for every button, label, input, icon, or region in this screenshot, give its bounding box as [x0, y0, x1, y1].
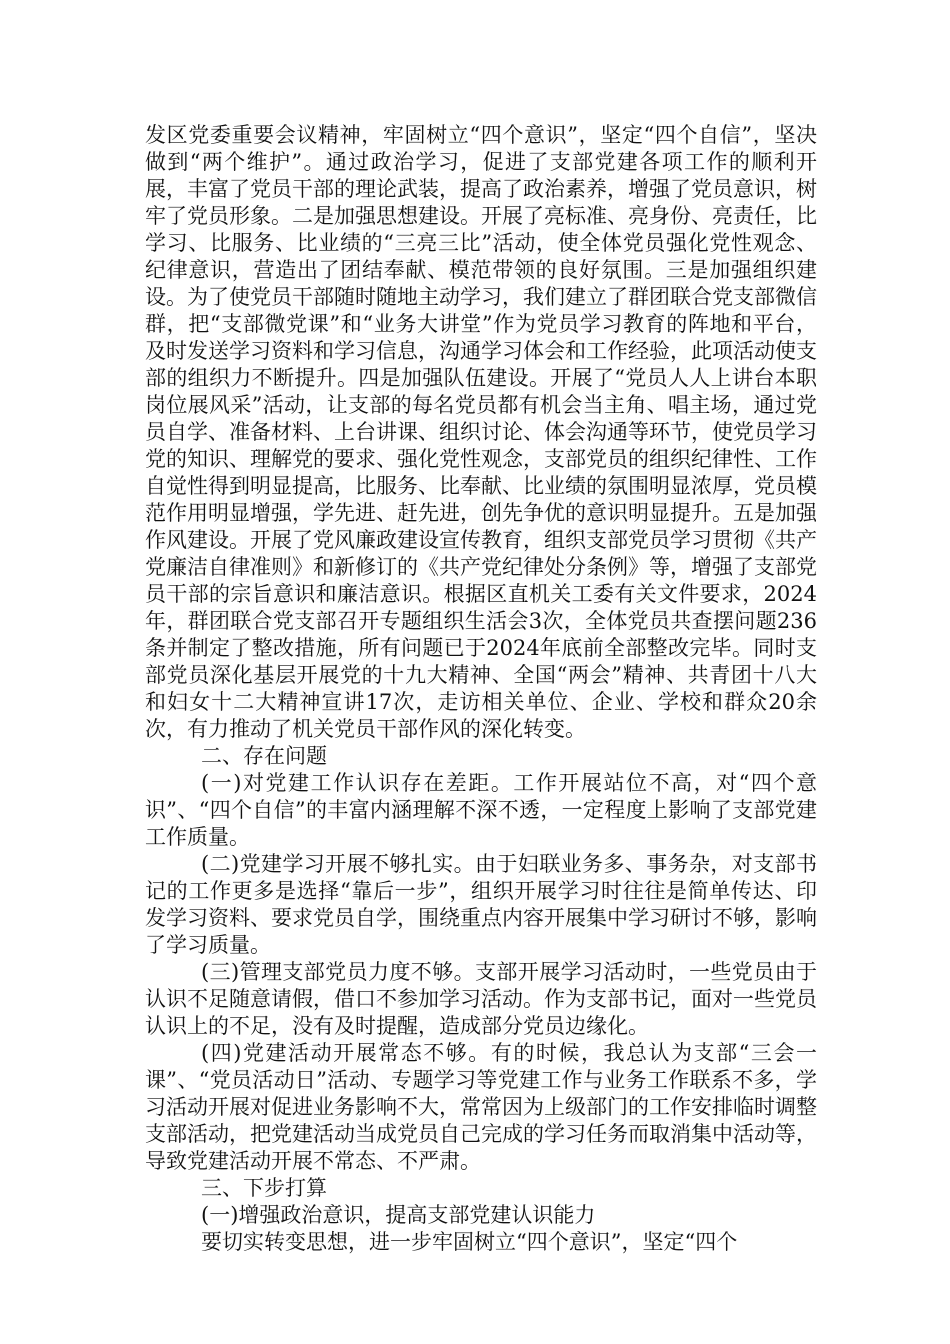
paragraph-continuation: 发区党委重要会议精神，牢固树立“四个意识”，坚定“四个自信”，坚决做到“两个维护”。通过政治学习，促进了支部党建各项工作的顺利开展，丰富了党员干部的理论武装，提高了政治素养，增强了党员意识，树牢了党员形象。二是加强思想建设。开展了亮标准、亮身份、亮责任，比学习、比服务、比业绩的“三亮三比”活动，使全体党员强化党性观念、纪律意识，营造出了团结奉献、模范带领的良好氛围。三是加强组织建设。为了使党员干部随时随地主动学习，我们建立了群团联合党支部微信群，把“支部微党课”和“业务大讲堂”作为党员学习教育的阵地和平台，及时发送学习资料和学习信息，沟通学习体会和工作经验，此项活动使支部的组织力不断提升。四是加强队伍建设。开展了“党员人人上讲台本职岗位展风采”活动，让支部的每名党员都有机会当主角、唱主场，通过党员自学、准备材料、上台讲课、组织讨论、体会沟通等环节，使党员学习党的知识、理解党的要求、强化党性观念，支部党员的组织纪律性、工作自觉性得到明显提高，比服务、比奉献、比业绩的氛围明显浓厚，党员模范作用明显增强，学先进、赶先进，创先争优的意识明显提升。五是加强作风建设。开展了党风廉政建设宣传教育，组织支部党员学习贯彻《共产党廉洁自律准则》和新修订的《共产党纪律处分条例》等，增强了支部党员干部的宗旨意识和廉洁意识。根据区直机关工委有关文件要求，2024年，群团联合党支部召开专题组织生活会3次，全体党员共查摆问题236条并制定了整改措施，所有问题已于2024年底前全部整改完毕。同时支部党员深化基层开展党的十九大精神、全国“两会”精神、共青团十八大和妇女十二大精神宣讲17次，走访相关单位、企业、学校和群众20余次，有力推动了机关党员干部作风的深化转变。 — [145, 123, 817, 741]
paragraph-next-step-1: 要切实转变思想，进一步牢固树立“四个意识”，坚定“四个 — [201, 1230, 738, 1254]
section-heading-next-steps: 三、下步打算 — [201, 1176, 327, 1200]
document-body — [145, 122, 817, 1256]
paragraph-problem-4: (四)党建活动开展常态不够。有的时候，我总认为支部“三会一课”、“党员活动日”活动、专题学习等党建工作与业务工作联系不多，学习活动开展对促进业务影响不大，常常因为上级部门的工作安排临时调整支部活动，把党建活动当成党员自己完成的学习任务而取消集中活动等，导致党建活动开展不常态、不严肃。 — [145, 1041, 817, 1173]
paragraph-problem-3: (三)管理支部党员力度不够。支部开展学习活动时，一些党员由于认识不足随意请假，借口不参加学习活动。作为支部书记，面对一些党员认识上的不足，没有及时提醒，造成部分党员边缘化。 — [145, 960, 817, 1038]
subheading-next-step-1: (一)增强政治意识，提高支部党建认识能力 — [201, 1203, 596, 1227]
paragraph-problem-2: (二)党建学习开展不够扎实。由于妇联业务多、事务杂，对支部书记的工作更多是选择“靠后一步”，组织开展学习时往往是简单传达、印发学习资料、要求党员自学，围绕重点内容开展集中学习研讨不够，影响了学习质量。 — [145, 852, 817, 957]
paragraph-problem-1: (一)对党建工作认识存在差距。工作开展站位不高，对“四个意识”、“四个自信”的丰富内涵理解不深不透，一定程度上影响了支部党建工作质量。 — [145, 771, 817, 849]
section-heading-problems: 二、存在问题 — [201, 744, 327, 768]
